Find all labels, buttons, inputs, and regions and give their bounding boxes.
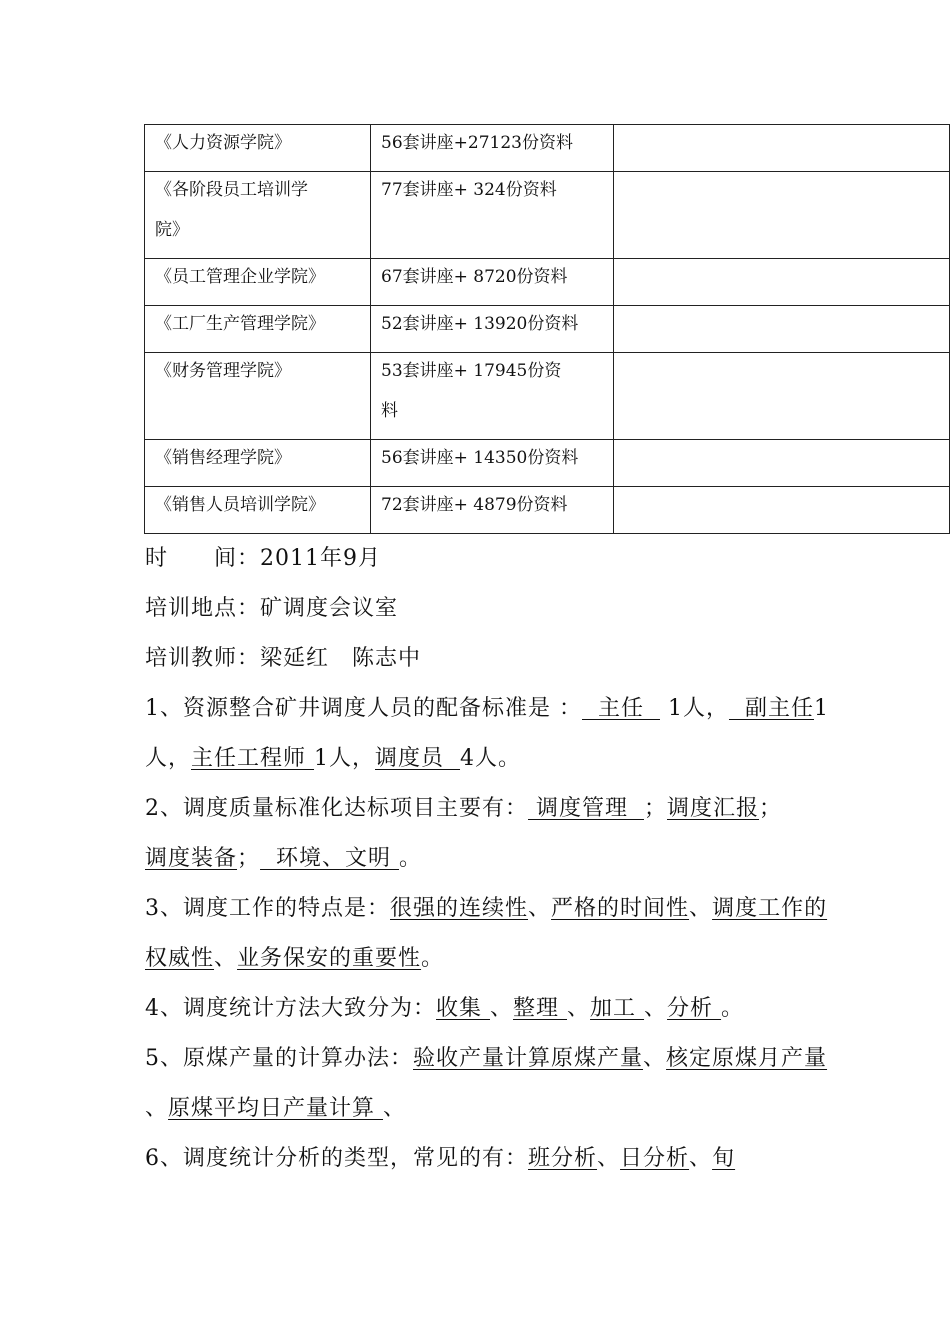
course-note-cell	[614, 487, 950, 534]
answer-blank: 调度汇报	[667, 796, 760, 821]
question-text: 5、原煤产量的计算办法：	[145, 1046, 413, 1071]
course-note-cell	[614, 306, 950, 353]
question-text: 。	[421, 946, 445, 971]
table-row	[145, 125, 950, 172]
time-label: 时 间：	[145, 546, 261, 571]
table-row	[145, 440, 950, 487]
answer-blank: 副主任	[728, 696, 814, 721]
course-note-cell	[614, 125, 950, 172]
course-name-cell: 《人力资源学院》	[145, 125, 371, 172]
question-text: 、	[643, 1046, 667, 1071]
question-text: 、	[214, 946, 238, 971]
course-content-cell: 52套讲座+ 13920份资料	[371, 306, 614, 353]
answer-blank: 调度员	[375, 746, 461, 771]
answer-blank: 很强的连续性	[390, 896, 529, 921]
course-content-cell: 53套讲座+ 17945份资料	[371, 353, 614, 440]
answer-blank: 主任工程师	[191, 746, 315, 771]
table-row	[145, 487, 950, 534]
course-content-cell: 72套讲座+ 4879份资料	[371, 487, 614, 534]
question-text: ；	[643, 796, 667, 821]
answer-blank: 业务保安的重要性	[237, 946, 422, 971]
question-text: 、	[689, 1146, 713, 1171]
question-1	[145, 684, 835, 784]
course-name-cell: 《销售人员培训学院》	[145, 487, 371, 534]
question-text: ；	[237, 846, 261, 871]
place-label: 培训地点：	[145, 596, 261, 621]
answer-blank: 调度工作的权威性	[145, 896, 828, 971]
course-name-cell: 《工厂生产管理学院》	[145, 306, 371, 353]
course-content-cell: 77套讲座+ 324份资料	[371, 172, 614, 259]
question-text: 、	[383, 1096, 407, 1121]
course-content-cell: 67套讲座+ 8720份资料	[371, 259, 614, 306]
course-note-cell	[614, 259, 950, 306]
course-content-cell: 56套讲座+27123份资料	[371, 125, 614, 172]
answer-blank: 验收产量计算原煤产量	[413, 1046, 644, 1071]
question-text: 6、调度统计分析的类型，常见的有：	[145, 1146, 528, 1171]
answer-blank: 主任	[582, 696, 660, 721]
question-text: 1人，	[659, 696, 729, 721]
question-text: 4人。	[460, 746, 522, 771]
answer-blank: 收集	[436, 996, 490, 1021]
table-row	[145, 172, 950, 259]
training-time-line	[145, 534, 835, 584]
question-5	[145, 1034, 835, 1134]
question-text: 4、调度统计方法大致分为：	[145, 996, 436, 1021]
answer-blank: 环境、文明	[260, 846, 400, 871]
question-text: 、	[145, 1096, 169, 1121]
course-name-cell: 《各阶段员工培训学院》	[145, 172, 371, 259]
course-note-cell	[614, 353, 950, 440]
answer-blank: 严格的时间性	[551, 896, 690, 921]
question-text: 1、资源整合矿井调度人员的配备标准是 ：	[145, 696, 582, 721]
answer-blank: 调度管理	[528, 796, 644, 821]
answer-blank: 旬	[712, 1146, 736, 1171]
table-row	[145, 259, 950, 306]
question-text: ；	[759, 796, 783, 821]
course-note-cell	[614, 172, 950, 259]
answer-blank: 核定原煤月产量	[666, 1046, 828, 1071]
answer-blank: 调度装备	[145, 846, 238, 871]
course-name-cell: 《员工管理企业学院》	[145, 259, 371, 306]
question-text: 、	[528, 896, 552, 921]
course-catalog-table	[144, 124, 950, 534]
question-text: 。	[721, 996, 745, 1021]
question-text: 、	[567, 996, 591, 1021]
question-text: 。	[399, 846, 423, 871]
question-text: 2、调度质量标准化达标项目主要有：	[145, 796, 528, 821]
question-text: 1人，	[145, 696, 829, 771]
teacher-value: 梁延红 陈志中	[260, 646, 422, 671]
answer-blank: 日分析	[620, 1146, 690, 1171]
course-content-cell: 56套讲座+ 14350份资料	[371, 440, 614, 487]
table-row	[145, 306, 950, 353]
question-text: 、	[597, 1146, 621, 1171]
place-value: 矿调度会议室	[260, 596, 399, 621]
training-notes	[145, 534, 835, 1184]
course-note-cell	[614, 440, 950, 487]
question-text: 、	[644, 996, 668, 1021]
course-name-cell: 《销售经理学院》	[145, 440, 371, 487]
question-text: 、	[689, 896, 713, 921]
answer-blank: 整理	[513, 996, 568, 1021]
answer-blank: 原煤平均日产量计算	[168, 1096, 384, 1121]
course-name-cell: 《财务管理学院》	[145, 353, 371, 440]
question-4	[145, 984, 835, 1034]
answer-blank: 加工	[590, 996, 645, 1021]
question-2	[145, 784, 835, 884]
question-6	[145, 1134, 835, 1184]
table-row	[145, 353, 950, 440]
teacher-label: 培训教师：	[145, 646, 261, 671]
training-teacher-line	[145, 634, 835, 684]
answer-blank: 分析	[667, 996, 722, 1021]
training-place-line	[145, 584, 835, 634]
question-3	[145, 884, 835, 984]
question-text: 1人，	[314, 746, 376, 771]
question-text: 3、调度工作的特点是：	[145, 896, 390, 921]
question-text: 、	[490, 996, 514, 1021]
time-value: 2011年9月	[260, 546, 382, 571]
answer-blank: 班分析	[528, 1146, 598, 1171]
